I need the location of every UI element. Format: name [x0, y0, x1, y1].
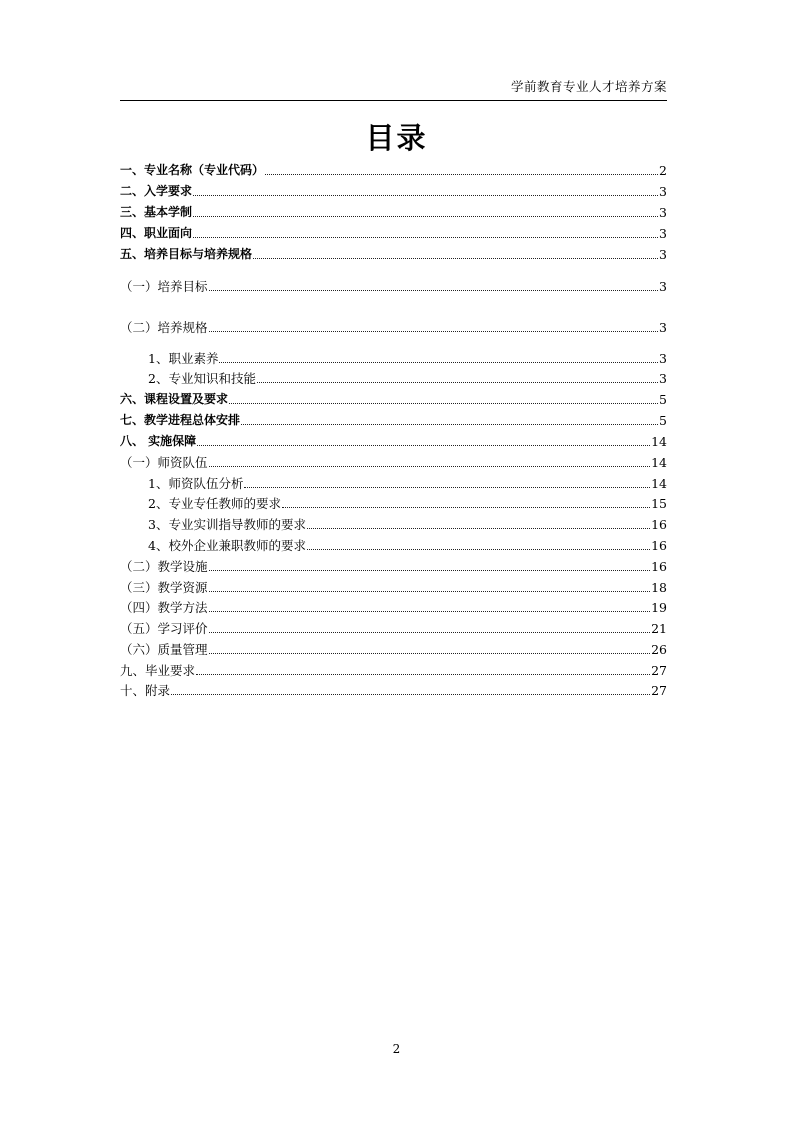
toc-entry-19[interactable]	[120, 577, 667, 595]
toc-page-number: 16	[651, 517, 667, 532]
dot-leader	[253, 257, 658, 259]
toc-entry-4[interactable]	[120, 223, 667, 241]
toc-page-number: 3	[659, 247, 667, 262]
toc-entry-9[interactable]	[148, 368, 667, 386]
toc-page-number: 3	[659, 184, 667, 199]
dot-leader	[197, 444, 650, 446]
dot-leader	[209, 652, 651, 654]
toc-entry-text: 三、基本学制	[120, 205, 193, 219]
toc-entry-text: （三）教学资源	[120, 580, 208, 595]
toc-page-number: 18	[651, 580, 667, 595]
toc-entry-text: （四）教学方法	[120, 600, 208, 615]
dot-leader	[229, 402, 658, 404]
toc-entry-6[interactable]	[120, 276, 667, 294]
toc-entry-22[interactable]	[120, 639, 667, 657]
toc-entry-text: 一、专业名称（专业代码）	[120, 163, 265, 177]
dot-leader	[307, 527, 650, 529]
toc-entry-20[interactable]	[120, 597, 667, 615]
toc-entry-2[interactable]	[120, 181, 667, 199]
toc-page-number: 16	[651, 559, 667, 574]
toc-entry-text: 十、附录	[120, 683, 171, 698]
toc-page-number: 5	[659, 392, 667, 407]
toc-entry-text: 四、职业面向	[120, 226, 193, 240]
toc-entry-text: （二）教学设施	[120, 559, 208, 574]
dot-leader	[209, 330, 659, 332]
toc-page-number: 3	[659, 226, 667, 241]
toc-entry-3[interactable]	[120, 202, 667, 220]
dot-leader	[209, 590, 651, 592]
toc-entry-8[interactable]	[148, 348, 667, 366]
toc-entry-24[interactable]	[120, 680, 667, 698]
dot-leader	[307, 548, 650, 550]
dot-leader	[219, 361, 658, 363]
toc-entry-11[interactable]	[120, 410, 667, 428]
toc-page-number: 16	[651, 538, 667, 553]
toc-entry-17[interactable]	[148, 535, 667, 553]
toc-page-number: 15	[651, 496, 667, 511]
toc-page-number: 14	[651, 455, 667, 470]
toc-entry-16[interactable]	[148, 514, 667, 532]
toc-page-number: 21	[651, 621, 667, 636]
dot-leader	[196, 673, 650, 675]
toc-title: 目录	[365, 121, 428, 155]
dot-leader	[209, 289, 659, 291]
dot-leader	[193, 194, 658, 196]
toc-page-number: 26	[651, 642, 667, 657]
toc-entry-15[interactable]	[148, 493, 667, 511]
toc-entry-text: （一）师资队伍	[120, 455, 208, 470]
dot-leader	[257, 381, 658, 383]
dot-leader	[193, 236, 658, 238]
dot-leader	[209, 610, 651, 612]
toc-entry-14[interactable]	[148, 473, 667, 491]
toc-entry-10[interactable]	[120, 389, 667, 407]
dot-leader	[171, 693, 650, 695]
toc-entry-text: 八、 实施保障	[120, 434, 197, 448]
toc-entry-1[interactable]	[120, 160, 667, 178]
toc-entry-text: 4、校外企业兼职教师的要求	[148, 538, 306, 553]
toc-entry-23[interactable]	[120, 660, 667, 678]
running-header: 学前教育专业人才培养方案	[510, 79, 667, 94]
toc-entry-text: 五、培养目标与培养规格	[120, 247, 253, 261]
footer-page-number: 2	[392, 1042, 401, 1056]
toc-entry-text: 七、教学进程总体安排	[120, 413, 241, 427]
dot-leader	[282, 506, 650, 508]
toc-entry-7[interactable]	[120, 317, 667, 335]
dot-leader	[209, 569, 651, 571]
toc-entry-12[interactable]	[120, 431, 667, 449]
dot-leader	[265, 173, 658, 175]
toc-entry-text: （一）培养目标	[120, 279, 208, 294]
toc-page-number: 14	[651, 434, 667, 449]
toc-entry-18[interactable]	[120, 556, 667, 574]
dot-leader	[209, 465, 651, 467]
toc-page-number: 27	[651, 663, 667, 678]
toc-page-number: 19	[651, 600, 667, 615]
toc-entry-21[interactable]	[120, 618, 667, 636]
toc-entry-text: 3、专业实训指导教师的要求	[148, 517, 306, 532]
toc-entry-text: 2、专业专任教师的要求	[148, 496, 281, 511]
toc-page-number: 27	[651, 683, 667, 698]
toc-entry-text: 1、师资队伍分析	[148, 476, 244, 491]
toc-entry-13[interactable]	[120, 452, 667, 470]
toc-entry-5[interactable]	[120, 244, 667, 262]
toc-page-number: 3	[659, 371, 667, 386]
toc-entry-text: 1、职业素养	[148, 351, 219, 366]
dot-leader	[241, 423, 658, 425]
toc-page-number: 2	[659, 163, 667, 178]
toc-page-number: 3	[659, 205, 667, 220]
toc-entry-text: （五）学习评价	[120, 621, 208, 636]
dot-leader	[193, 215, 658, 217]
dot-leader	[209, 631, 651, 633]
toc-entry-text: 六、课程设置及要求	[120, 392, 229, 406]
toc-page-number: 5	[659, 413, 667, 428]
toc-entry-text: 二、入学要求	[120, 184, 193, 198]
toc-page-number: 3	[659, 279, 667, 294]
toc-entry-text: （六）质量管理	[120, 642, 208, 657]
toc-page-number: 14	[651, 476, 667, 491]
dot-leader	[244, 486, 650, 488]
toc-entry-text: 2、专业知识和技能	[148, 371, 256, 386]
toc-page-number: 3	[659, 320, 667, 335]
toc-page-number: 3	[659, 351, 667, 366]
toc-entry-text: 九、毕业要求	[120, 663, 196, 678]
header-divider	[120, 100, 667, 101]
toc-entry-text: （二）培养规格	[120, 320, 208, 335]
